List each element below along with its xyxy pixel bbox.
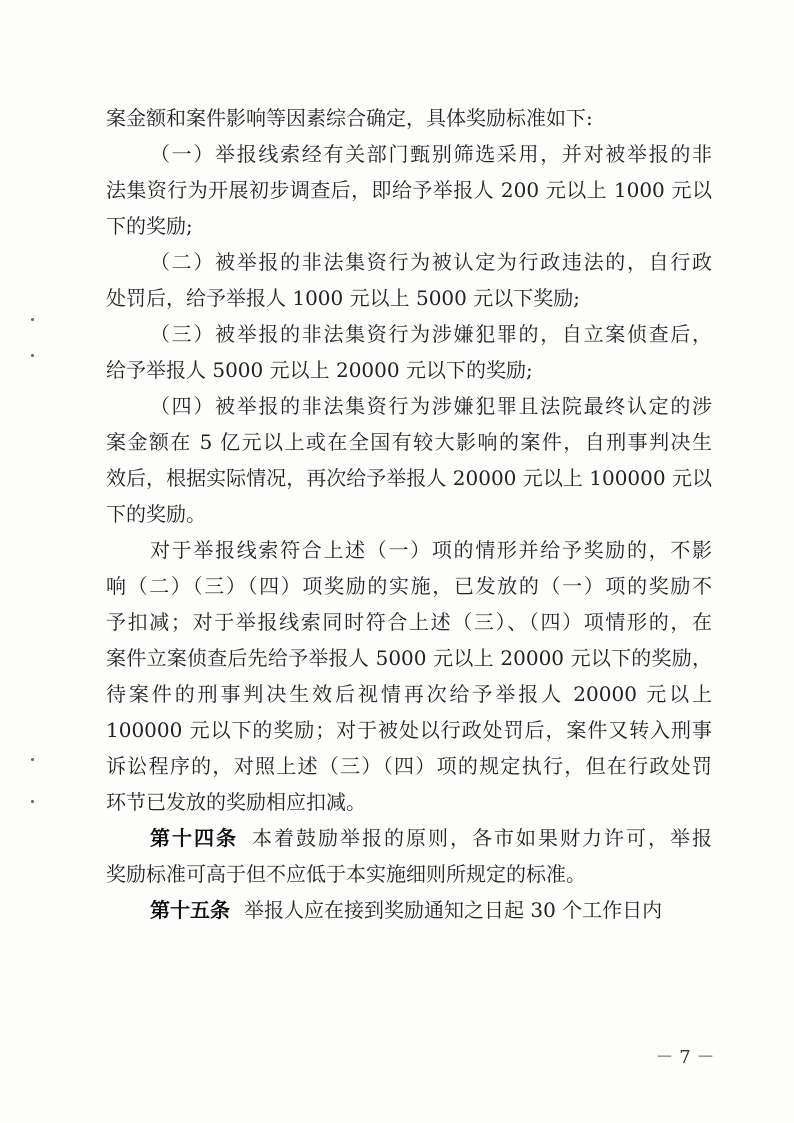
text-line: 案金额在 5 亿元以上或在全国有较大影响的案件，自刑事判决生 [106,430,712,454]
text-line: 法集资行为开展初步调查后，即给予举报人 200 元以上 1000 元以 [106,178,712,202]
article-text: 本着鼓励举报的原则，各市如果财力许可，举报 [252,826,712,850]
scan-speck [31,318,34,321]
text-line: （二）被举报的非法集资行为被认定为行政违法的，自行政 [150,250,712,274]
text-line: 案金额和案件影响等因素综合确定，具体奖励标准如下: [106,106,593,130]
text-line: 处罚后，给予举报人 1000 元以上 5000 元以下奖励; [106,286,580,310]
text-line: 奖励标准可高于但不应低于本实施细则所规定的标准。 [106,862,586,886]
text-line: （四）被举报的非法集资行为涉嫌犯罪且法院最终认定的涉 [150,394,712,418]
document-body [106,100,712,928]
text-line: 对于举报线索符合上述（一）项的情形并给予奖励的，不影 [150,538,712,562]
text-line: 响（二）（三）（四）项奖励的实施，已发放的（一）项的奖励不 [106,574,712,598]
article-label: 第十五条 [150,898,230,922]
text-line: 予扣减；对于举报线索同时符合上述（三）、（四）项情形的，在 [106,610,712,634]
text-line: 案件立案侦查后先给予举报人 5000 元以上 20000 元以下的奖励， [106,646,712,670]
scan-speck [31,354,34,357]
article-line [106,820,712,856]
text-line: （一）举报线索经有关部门甄别筛选采用，并对被举报的非 [150,142,712,166]
article-line [106,892,712,928]
page-number: － 7 － [655,1047,715,1068]
article-label: 第十四条 [150,826,238,850]
scan-speck [31,758,34,761]
text-line: 效后，根据实际情况，再次给予举报人 20000 元以上 100000 元以 [106,466,712,490]
text-line: 待案件的刑事判决生效后视情再次给予举报人 20000 元以上 [106,682,712,706]
text-line: 给予举报人 5000 元以上 20000 元以下的奖励; [106,358,533,382]
text-line: 下的奖励。 [106,502,206,526]
text-line: 诉讼程序的，对照上述（三）（四）项的规定执行，但在行政处罚 [106,754,712,778]
text-line: （三）被举报的非法集资行为涉嫌犯罪的，自立案侦查后， [150,322,712,346]
text-line: 下的奖励; [106,214,193,238]
text-line: 环节已发放的奖励相应扣减。 [106,790,366,814]
article-text: 举报人应在接到奖励通知之日起 30 个工作日内 [244,898,663,922]
scan-speck [31,800,34,803]
text-line: 100000 元以下的奖励；对于被处以行政处罚后，案件又转入刑事 [106,718,712,742]
